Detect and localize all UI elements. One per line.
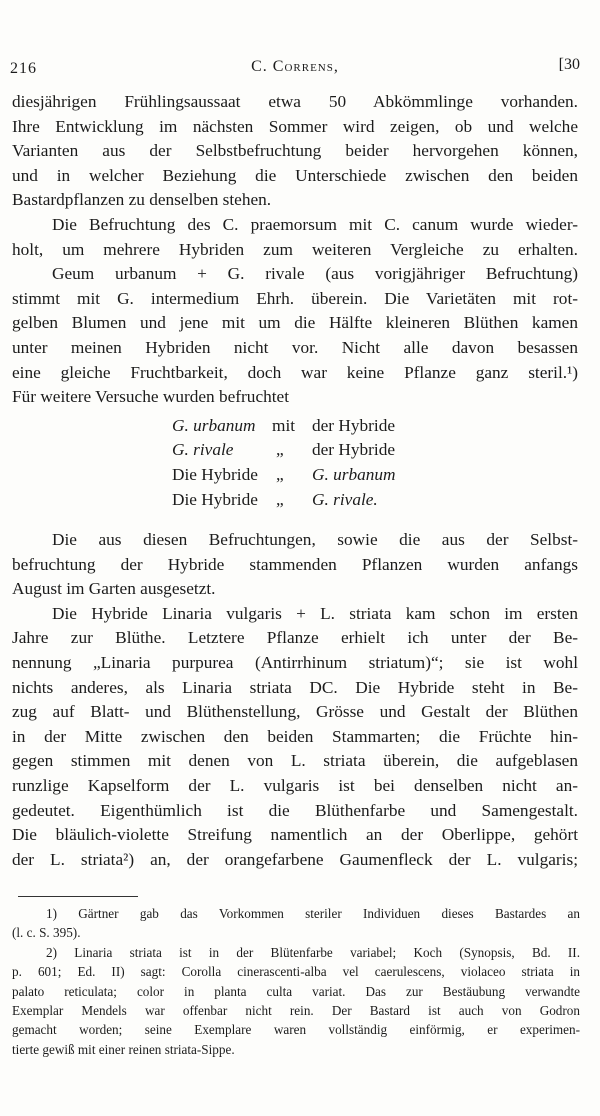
crossing-list bbox=[172, 414, 578, 512]
footnote-line: (l. c. S. 395). bbox=[12, 925, 81, 941]
text-line: stimmt mit G. intermedium Ehrh. überein. Die Varietäten mit rot- bbox=[12, 288, 578, 308]
text-line: Ihre Entwicklung im nächsten Sommer wird zeigen, ob und welche bbox=[12, 116, 578, 136]
crossing-row bbox=[172, 414, 578, 439]
text-line: Die bläulich-violette Streifung namentlich an der Oberlippe, gehört bbox=[12, 825, 578, 845]
crossing-parent: Die Hybride bbox=[172, 489, 258, 509]
main-text bbox=[12, 90, 578, 872]
crossing-partner: der Hybride bbox=[312, 415, 396, 435]
crossing-partner: der Hybride bbox=[312, 440, 396, 460]
footnote-line: gemacht worden; seine Exemplare waren vollständig einförmig, er experimen- bbox=[12, 1022, 580, 1038]
crossing-parent: G. rivale bbox=[172, 440, 234, 460]
footnote-line: palato reticulata; color in planta culta variat. Das zur Bestäubung verwandte bbox=[12, 983, 580, 999]
footnote-line: 2) Linaria striata ist in der Blütenfarbe variabel; Koch (Synopsis, Bd. II. bbox=[46, 944, 580, 960]
text-line: gegen stimmen mit denen von L. striata überein, die aufgeblasen bbox=[12, 751, 578, 771]
text-line: gelben Blumen und jene mit um die Hälfte kleineren Blüthen kamen bbox=[12, 313, 578, 333]
footnote-line: Exemplar Mendels war offenbar nicht rein. Der Bastard ist auch von Godron bbox=[12, 1003, 580, 1019]
text-line: unter meinen Hybriden nicht vor. Nicht alle davon besassen bbox=[12, 337, 578, 357]
crossing-row bbox=[172, 463, 578, 488]
text-line: Geum urbanum + G. rivale (aus vorigjähriger Befruchtung) bbox=[52, 264, 578, 284]
crossing-connector: „ bbox=[276, 464, 284, 484]
page-number: 216 bbox=[10, 60, 37, 77]
crossing-parent: Die Hybride bbox=[172, 464, 258, 484]
text-line: Jahre zur Blüthe. Letztere Pflanze erhielt ich unter der Be- bbox=[12, 628, 578, 648]
text-line: diesjährigen Frühlingsaussaat etwa 50 Abkömmlinge vorhanden. bbox=[12, 92, 578, 111]
running-head-author: C. Correns, bbox=[251, 58, 339, 75]
text-line: runzlige Kapselform der L. vulgaris ist bei denselben nicht an- bbox=[12, 776, 578, 796]
text-line: nennung „Linaria purpurea (Antirrhinum striatum)“; sie ist wohl bbox=[12, 653, 578, 673]
text-line: holt, um mehrere Hybriden zum weiteren Vergleiche zu erhalten. bbox=[12, 239, 578, 259]
running-header bbox=[10, 56, 580, 82]
footnote-separator bbox=[18, 896, 138, 897]
text-line: Varianten aus der Selbstbefruchtung beider hervorgehen können, bbox=[12, 141, 578, 161]
text-line: August im Garten ausgesetzt. bbox=[12, 579, 216, 599]
text-line: gedeutet. Eigenthümlich ist die Blüthenfarbe und Samengestalt. bbox=[12, 800, 578, 820]
footnotes bbox=[12, 904, 580, 1059]
text-line: nichts anderes, als Linaria striata DC. Die Hybride steht in Be- bbox=[12, 677, 578, 697]
text-line: eine gleiche Fruchtbarkeit, doch war keine Pflanze ganz steril.¹) bbox=[12, 362, 578, 382]
text-line: Für weitere Versuche wurden befruchtet bbox=[12, 387, 290, 407]
crossing-partner: G. urbanum bbox=[312, 464, 396, 484]
crossing-connector: „ bbox=[276, 489, 284, 509]
crossing-connector: mit bbox=[272, 415, 296, 435]
text-line: Die Hybride Linaria vulgaris + L. striata kam schon im ersten bbox=[52, 603, 578, 623]
text-line: der L. striata²) an, der orangefarbene Gaumenfleck der L. vulgaris; bbox=[12, 849, 578, 869]
text-line: Die aus diesen Befruchtungen, sowie die aus der Selbst- bbox=[52, 530, 578, 550]
text-line: in der Mitte zwischen den beiden Stammarten; die Früchte hin- bbox=[12, 726, 578, 746]
footnote-line: 1) Gärtner gab das Vorkommen steriler Individuen dieses Bastardes an bbox=[46, 906, 580, 921]
footnote-line: p. 601; Ed. II) sagt: Corolla cinerascenti-alba vel caerulescens, violaceo striata in bbox=[12, 964, 580, 980]
crossing-parent: G. urbanum bbox=[172, 415, 256, 435]
text-line: Bastardpflanzen zu denselben stehen. bbox=[12, 190, 272, 210]
footnote-line: tierte gewiß mit einer reinen striata-Sippe. bbox=[12, 1041, 235, 1057]
crossing-partner: G. rivale. bbox=[312, 489, 378, 509]
text-line: zug auf Blatt- und Blüthenstellung, Grösse und Gestalt der Blüthen bbox=[12, 702, 578, 722]
crossing-row bbox=[172, 438, 578, 463]
crossing-connector: „ bbox=[276, 440, 284, 460]
text-line: und in welcher Beziehung die Unterschiede zwischen den beiden bbox=[12, 165, 578, 185]
original-page-reference: [30 bbox=[558, 56, 580, 73]
text-line: befruchtung der Hybride stammenden Pflanzen wurden anfangs bbox=[12, 554, 578, 574]
crossing-row bbox=[172, 488, 578, 513]
text-line: Die Befruchtung des C. praemorsum mit C. canum wurde wieder- bbox=[52, 214, 578, 234]
